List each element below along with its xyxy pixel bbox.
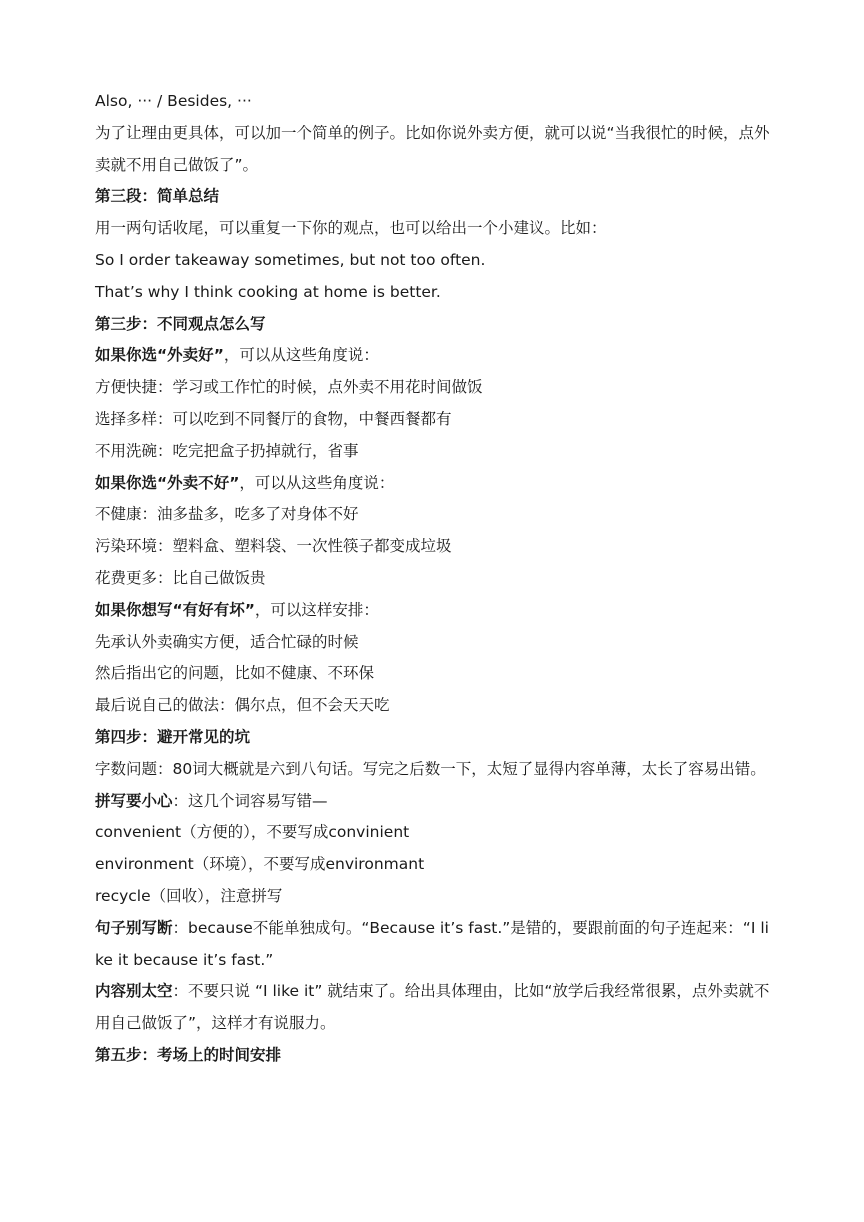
option-label: 如果你选“外卖不好” (95, 473, 240, 492)
example-sentence-1: So I order takeaway sometimes, but not too often. (95, 250, 486, 269)
tip-text: ：because不能单独成句。“Because it’s fast.”是错的，要跟前面的句子连起来：“I like it because it’s fast.” (95, 918, 769, 969)
list-item: 先承认外卖确实方便，适合忙碌的时候 (95, 632, 359, 651)
paragraph-summary-tip: 用一两句话收尾，可以重复一下你的观点，也可以给出一个小建议。比如： (95, 219, 607, 238)
option-label: 如果你想写“有好有坏” (95, 600, 255, 619)
list-item: 然后指出它的问题，比如不健康、不环保 (95, 664, 375, 683)
tip-label: 句子别写断 (95, 918, 173, 937)
tip-sentence-fragments (95, 913, 775, 977)
option-takeaway-bad (95, 468, 775, 500)
tip-text: ：这几个词容易写错— (172, 791, 328, 810)
list-item: recycle（回收），注意拼写 (95, 886, 283, 905)
tip-label: 拼写要小心 (95, 791, 173, 810)
document-body (95, 86, 775, 1072)
tip-text: ：不要只说 “I like it” 就结束了。给出具体理由，比如“放学后我经常很累，点外卖就不用自己做饭了”，这样才有说服力。 (95, 982, 770, 1033)
list-item: 选择多样：可以吃到不同餐厅的食物，中餐西餐都有 (95, 409, 452, 428)
heading-step-three: 第三步：不同观点怎么写 (95, 314, 266, 333)
list-item: 不用洗碗：吃完把盒子扔掉就行，省事 (95, 441, 359, 460)
heading-step-four: 第四步：避开常见的坑 (95, 727, 251, 746)
option-takeaway-good (95, 340, 775, 372)
option-text: ，可以从这些角度说： (239, 473, 395, 492)
tip-spelling (95, 786, 775, 818)
list-item: 花费更多：比自己做饭贵 (95, 568, 266, 587)
list-item: 方便快捷：学习或工作忙的时候，点外卖不用花时间做饭 (95, 378, 483, 397)
option-label: 如果你选“外卖好” (95, 346, 224, 365)
list-item: 污染环境：塑料盒、塑料袋、一次性筷子都变成垃圾 (95, 537, 452, 556)
option-text: ，可以这样安排： (254, 600, 379, 619)
example-sentence-2: That’s why I think cooking at home is better. (95, 282, 441, 301)
paragraph-transition-words: Also, ··· / Besides, ··· (95, 92, 252, 110)
list-item: convenient（方便的），不要写成convinient (95, 823, 410, 842)
option-both-sides (95, 595, 775, 627)
heading-step-five: 第五步：考场上的时间安排 (95, 1045, 282, 1064)
paragraph-word-count: 字数问题：80词大概就是六到八句话。写完之后数一下，太短了显得内容单薄，太长了容易出错。 (95, 759, 766, 778)
option-text: ，可以从这些角度说： (223, 346, 379, 365)
tip-label: 内容别太空 (95, 982, 173, 1001)
heading-third-paragraph: 第三段：简单总结 (95, 187, 220, 206)
tip-content-specific (95, 976, 775, 1040)
paragraph-example-tip: 为了让理由更具体，可以加一个简单的例子。比如你说外卖方便，就可以说“当我很忙的时候，点外卖就不用自己做饭了”。 (95, 123, 770, 174)
list-item: 不健康：油多盐多，吃多了对身体不好 (95, 505, 359, 524)
list-item: environment（环境），不要写成environmant (95, 855, 425, 874)
list-item: 最后说自己的做法：偶尔点，但不会天天吃 (95, 696, 390, 715)
